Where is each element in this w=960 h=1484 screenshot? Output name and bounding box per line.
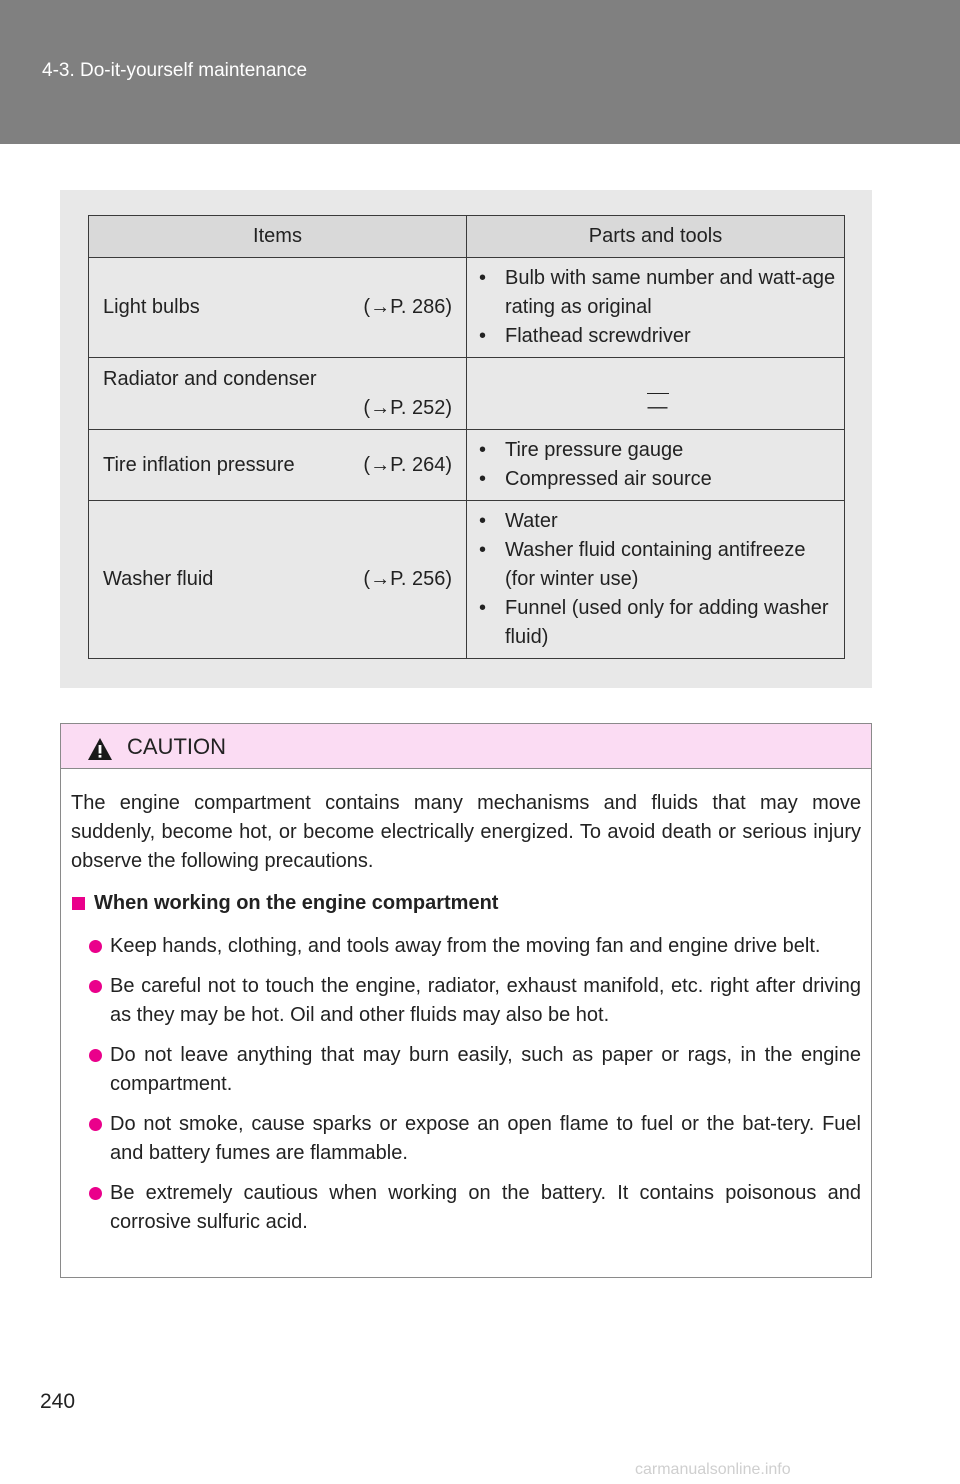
item-cell <box>89 501 467 659</box>
item-name: Tire inflation pressure <box>103 453 295 476</box>
circle-bullet-icon <box>89 972 110 1030</box>
warning-triangle-icon <box>87 737 113 761</box>
caution-intro: The engine compartment contains many mechanisms and fluids that may move suddenly, become hot, or become electrically energized. To avoid death or serious injury observe the following precautions. <box>71 792 861 872</box>
table-row <box>89 358 845 430</box>
table-row <box>89 430 845 501</box>
em-dash: — <box>647 393 669 394</box>
column-header-items: Items <box>89 216 467 258</box>
caution-section-heading <box>71 889 861 918</box>
circle-bullet-icon <box>89 1041 110 1099</box>
caution-bullet: Do not leave anything that may burn easily, such as paper or rags, in the engine compartment. <box>71 1041 861 1099</box>
item-name: Washer fluid <box>103 568 214 590</box>
column-header-parts-and-tools: Parts and tools <box>467 216 845 258</box>
list-item: • Funnel (used only for adding washer fluid) <box>479 597 829 648</box>
maintenance-table-panel <box>60 190 872 688</box>
page-header <box>0 0 960 144</box>
circle-bullet-icon <box>89 1110 110 1168</box>
item-cell <box>89 358 467 430</box>
item-name: Light bulbs <box>103 296 200 318</box>
caution-bullet: Keep hands, clothing, and tools away from the moving fan and engine drive belt. <box>71 932 861 961</box>
item-name: Radiator and condenser <box>103 367 317 390</box>
parts-cell-empty <box>467 358 845 430</box>
page-reference: (→P. 252) <box>363 396 452 419</box>
section-heading-text: When working on the engine compartment <box>94 892 499 914</box>
list-item: • Bulb with same number and watt-age rating as original <box>479 267 836 318</box>
list-item: • Compressed air source <box>479 468 712 490</box>
table-header-row <box>89 216 845 258</box>
item-cell <box>89 258 467 358</box>
parts-cell <box>467 501 845 659</box>
maintenance-table <box>88 215 845 659</box>
page-reference: (→P. 286) <box>363 296 452 318</box>
parts-cell <box>467 258 845 358</box>
square-bullet-icon <box>72 897 85 910</box>
page-number: 240 <box>40 1390 76 1413</box>
caution-bullet: Do not smoke, cause sparks or expose an open flame to fuel or the bat-tery. Fuel and battery fumes are flammable. <box>71 1110 861 1168</box>
circle-bullet-icon <box>89 932 110 961</box>
caution-title: CAUTION <box>127 734 226 759</box>
table-row <box>89 258 845 358</box>
page-reference: (→P. 264) <box>363 453 452 476</box>
list-item: • Tire pressure gauge <box>479 439 684 461</box>
list-item: • Washer fluid containing antifreeze (for winter use) <box>479 539 806 590</box>
list-item: • Flathead screwdriver <box>479 325 691 347</box>
caution-bullet: Be careful not to touch the engine, radiator, exhaust manifold, etc. right after driving as they may be hot. Oil and other fluids may also be hot. <box>71 972 861 1030</box>
watermark: carmanualsonline.info <box>635 1461 791 1478</box>
circle-bullet-icon <box>89 1179 110 1237</box>
caution-bullet: Be extremely cautious when working on the battery. It contains poisonous and corrosive sulfuric acid. <box>71 1179 861 1237</box>
parts-cell <box>467 430 845 501</box>
list-item: • Water <box>479 510 558 532</box>
page-reference: (→P. 256) <box>363 568 452 590</box>
caution-body <box>61 769 871 1237</box>
caution-box <box>60 723 872 1278</box>
section-title: 4-3. Do-it-yourself maintenance <box>42 60 308 81</box>
table-row <box>89 501 845 659</box>
caution-header <box>61 724 871 769</box>
item-cell <box>89 430 467 501</box>
